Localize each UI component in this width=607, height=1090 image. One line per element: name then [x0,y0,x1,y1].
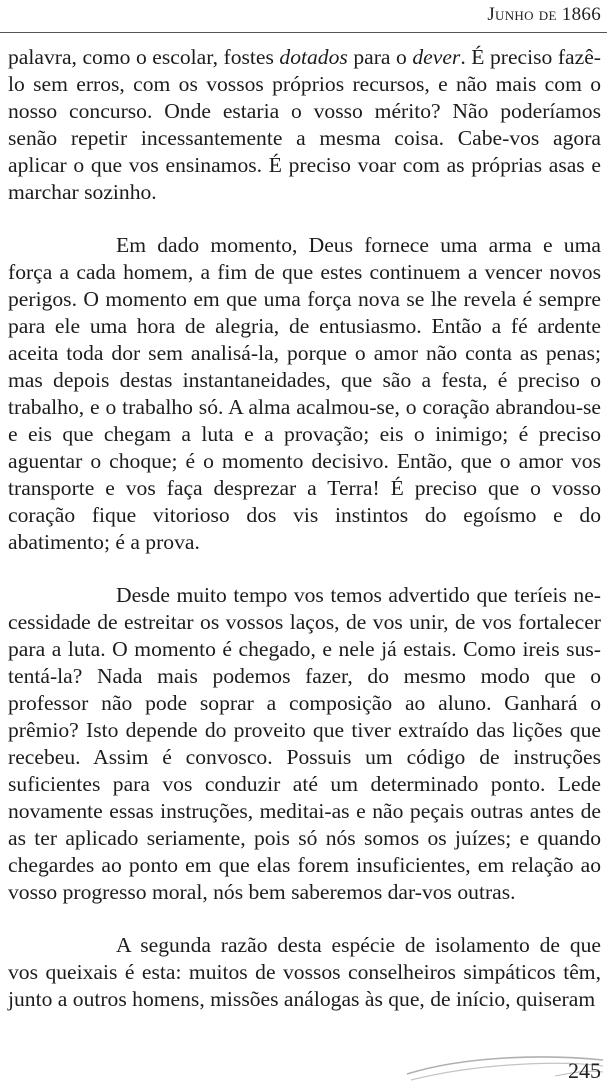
paragraph-2: Em dado momento, Deus fornece uma arma e uma força a cada homem, a fim de que estes continuem a vencer novos perigos. O momento em que uma força nova se lhe revela é sempre para ele uma hora de alegria, de entusiasmo. Então a fé ardente aceita toda dor sem analisá-la, porque o amor não conta as penas; mas depois destas instantaneidades, que são a festa, é preciso o trabalho, e o trabalho só. A alma acalmou-se, o coração abrandou-se e eis que chegam a luta e a provação; eis o inimigo; é preciso aguentar o choque; é o momento decisivo. Então, que o amor vos transporte e vos faça desprezar a Terra! É preciso que o vosso coração fique vitorioso dos vis instintos do egoísmo e do abatimento; é a prova. [8,233,601,554]
running-header: Junho de 1866 [487,4,601,25]
paragraph-4: A segunda razão desta espécie de isolamento de que vos queixais é esta: muitos de vossos conselheiros simpáticos têm, junto a outros homens, missões análogas às que, de início, quiseram [8,933,601,1011]
page-number: 245 [568,1058,601,1083]
emphasis-dever: dever [412,45,461,69]
page-body [8,44,601,1013]
emphasis-dotados: dotados [279,45,348,69]
paragraph-1-text-b: para o [347,45,413,69]
paragraph-1-text-a: palavra, como o escolar, fostes [8,45,280,69]
paragraph-1-text-c: . É preciso fazê-lo sem erros, com os vossos próprios recursos, e não mais com o nosso concurso. Onde estaria o vosso mérito? Não poderíamos senão repetir incessantemente a mesma coisa. Cabe-vos agora aplicar o que vos ensinamos. É preciso voar com as próprias asas e marchar sozinho. [8,45,601,204]
header-rule [0,32,607,33]
paragraph-3: Desde muito tempo vos temos advertido que teríeis necessidade de estreitar os vossos laços, de vos unir, de vos fortalecer para a luta. O momento é chegado, e nele já estais. Como ireis sustentá-la? Nada mais podemos fazer, do mesmo modo que o professor não pode soprar a composição ao aluno. Ganhará o prêmio? Isto depende do proveito que tiver extraído das lições que recebeu. Assim é convosco. Possuis um código de instruções suficientes para vos conduzir até um determinado ponto. Lede novamente essas instruções, meditai-as e não peçais outras antes de as ter aplicado seriamente, pois só nós somos os juízes; e quando chegardes ao ponto em que elas forem insuficientes, em relação ao vosso progresso moral, nós bem saberemos dar-vos outras. [8,583,601,904]
paragraph-1 [8,44,601,206]
